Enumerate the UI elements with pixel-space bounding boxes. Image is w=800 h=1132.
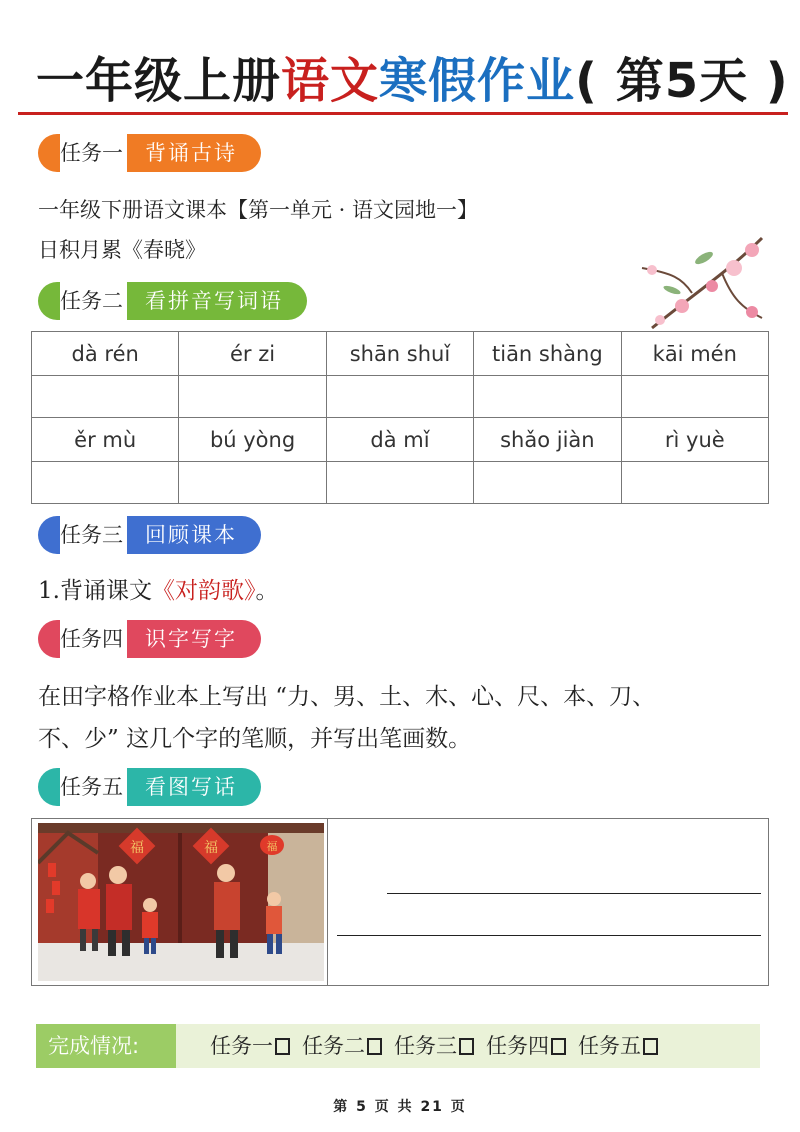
plum-blossom-decoration [612,228,772,338]
pinyin-row [32,332,769,376]
answer-cell[interactable] [474,376,621,418]
completion-checkbox[interactable] [367,1038,382,1055]
completion-checkbox[interactable] [643,1038,658,1055]
picture-divider [327,819,328,985]
pinyin-cell: ěr mù [32,418,179,462]
task-2-pill: 看拼音写词语 [127,282,307,320]
task-4-instruction-line-2: 不、少” 这几个字的笔顺，并写出笔画数。 [38,726,472,752]
answer-cell[interactable] [621,462,768,504]
title-part-homework: 寒假作业 [379,53,576,109]
task-5-marker [38,768,60,806]
pinyin-cell: tiān shàng [474,332,621,376]
completion-item [486,1024,566,1068]
task-2-label: 任务二 [60,282,127,320]
task-1-source: 一年级下册语文课本【第一单元 · 语文园地一】 [38,198,479,222]
pinyin-cell: dà rén [32,332,179,376]
pinyin-table [31,331,769,504]
task-3-pill: 回顾课本 [127,516,261,554]
pinyin-cell: rì yuè [621,418,768,462]
spring-festival-illustration [38,823,324,981]
answer-cell[interactable] [474,462,621,504]
task-5-pill: 看图写话 [127,768,261,806]
task-2-header [38,282,307,320]
completion-label: 完成情况: [36,1024,176,1068]
completion-item-label: 任务四 [486,1034,549,1058]
completion-checkbox[interactable] [275,1038,290,1055]
spring-festival-picture [38,823,324,981]
task-3-instruction [38,572,278,605]
svg-text:福: 福 [266,840,278,853]
task-1-marker [38,134,60,172]
page-title [36,50,789,112]
answer-cell[interactable] [621,376,768,418]
task-2-marker [38,282,60,320]
task-4-marker [38,620,60,658]
task-4-label: 任务四 [60,620,127,658]
pinyin-cell: ér zi [179,332,326,376]
title-part-grade: 一年级上册 [36,53,282,109]
task-4-header [38,620,261,658]
completion-item-label: 任务三 [394,1034,457,1058]
task-3-suffix: 。 [255,578,279,604]
pinyin-row [32,418,769,462]
task-1-label: 任务一 [60,134,127,172]
completion-item [578,1024,658,1068]
svg-text:福: 福 [130,840,144,856]
completion-item-label: 任务五 [578,1034,641,1058]
completion-item-label: 任务一 [210,1034,273,1058]
task-3-header [38,516,261,554]
task-5-label: 任务五 [60,768,127,806]
completion-item-label: 任务二 [302,1034,365,1058]
task-1-poem: 日积月累《春晓》 [38,238,206,262]
page-number: 第 5 页 共 21 页 [333,1099,467,1115]
task-3-prefix: 1.背诵课文 [38,578,152,604]
task-5-header [38,768,261,806]
answer-cell[interactable] [179,376,326,418]
picture-writing-box [31,818,769,986]
answer-cell[interactable] [179,462,326,504]
task-4-pill: 识字写字 [127,620,261,658]
title-divider [18,112,788,115]
completion-items [210,1024,658,1068]
task-3-label: 任务三 [60,516,127,554]
completion-bar [36,1024,760,1068]
pinyin-cell: kāi mén [621,332,768,376]
pinyin-cell: dà mǐ [326,418,473,462]
pinyin-cell: shān shuǐ [326,332,473,376]
answer-cell[interactable] [326,376,473,418]
title-part-day: ( 第5天 ) [575,53,789,109]
title-part-subject: 语文 [281,53,380,109]
completion-item [394,1024,474,1068]
completion-checkbox[interactable] [459,1038,474,1055]
answer-row [32,376,769,418]
pinyin-cell: shǎo jiàn [474,418,621,462]
task-3-marker [38,516,60,554]
completion-item [302,1024,382,1068]
task-4-instruction-line-1: 在田字格作业本上写出 “力、男、土、木、心、尺、本、刀、 [38,684,656,710]
task-1-header [38,134,261,172]
answer-cell[interactable] [326,462,473,504]
answer-row [32,462,769,504]
pinyin-cell: bú yòng [179,418,326,462]
writing-line[interactable] [387,893,761,894]
completion-checkbox[interactable] [551,1038,566,1055]
writing-line[interactable] [337,935,761,936]
answer-cell[interactable] [32,462,179,504]
svg-text:福: 福 [204,840,218,856]
completion-item [210,1024,290,1068]
answer-cell[interactable] [32,376,179,418]
task-3-lesson-title: 《对韵歌》 [151,578,256,604]
task-1-pill: 背诵古诗 [127,134,261,172]
red-lantern [260,835,284,855]
